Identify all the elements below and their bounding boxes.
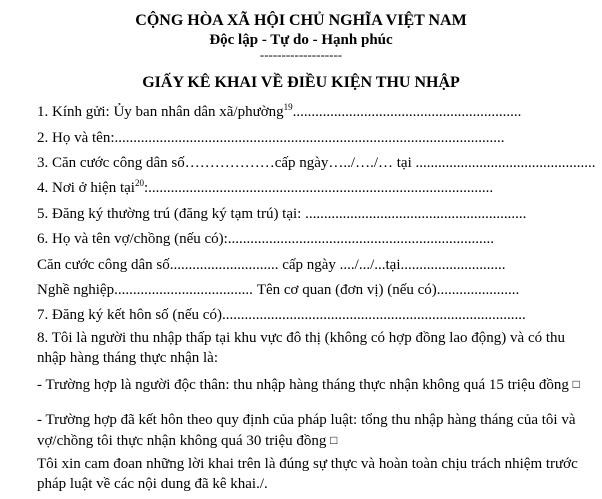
field-spouse-name: 6. Họ và tên vợ/chồng (nếu có):....................................................................... <box>37 231 495 247</box>
field-full-name-fill: ........................................................................................................ <box>114 130 505 146</box>
case-single <box>37 374 587 395</box>
field-recipient-fill: ............................................................. <box>292 104 522 120</box>
field-recipient-label: 1. Kính gửi: Ủy ban nhân dân xã/phường <box>37 104 284 120</box>
income-declaration: 8. Tôi là người thu nhập thấp tại khu vực đô thị (không có hợp đồng lao động) và có thu nhập hàng tháng thực nhận là: <box>37 330 566 366</box>
field-full-name <box>37 129 597 148</box>
national-motto: Độc lập - Tự do - Hạnh phúc <box>209 32 393 48</box>
field-spouse-occupation <box>37 281 597 300</box>
field-spouse-job-left: Nghề nghiệp..................................... <box>37 282 253 298</box>
case-married <box>37 410 587 451</box>
national-title: CỘNG HÒA XÃ HỘI CHỦ NGHĨA VIỆT NAM <box>135 12 467 29</box>
header-divider: ------------------- <box>259 47 343 62</box>
footnote-ref-19: 19 <box>283 103 293 112</box>
footnote-ref-20: 20 <box>134 179 144 188</box>
field-permanent-residence: 5. Đăng ký thường trú (đăng ký tạm trú) tại: ........................................................... <box>37 206 527 222</box>
field-spouse-citizen-id: Căn cước công dân số............................. cấp ngày ..../.../...tại............................ <box>37 257 506 273</box>
field-current-residence-fill: :............................................................................................ <box>143 180 494 196</box>
field-full-name-label: 2. Họ và tên: <box>37 130 115 146</box>
field-recipient <box>37 103 597 122</box>
field-spouse-employer: Tên cơ quan (đơn vị) (nếu có)...................... <box>256 282 520 298</box>
checkbox-single[interactable]: □ <box>572 377 580 391</box>
case-single-text: - Trường hợp là người độc thân: thu nhập hàng tháng thực nhận không quá 15 triệu đồng <box>37 377 569 393</box>
case-married-text: - Trường hợp đã kết hôn theo quy định của pháp luật: tổng thu nhập hàng tháng của tôi và vợ/chồng tôi thực nhận không quá 30 triệu đồng <box>37 412 576 449</box>
checkbox-married[interactable]: □ <box>330 433 338 447</box>
field-citizen-id: 3. Căn cước công dân số………………cấp ngày…../…./… tại ................................................ <box>37 155 596 171</box>
field-current-residence-label: 4. Nơi ở hiện tại <box>37 180 135 196</box>
form-title: GIẤY KÊ KHAI VỀ ĐIỀU KIỆN THU NHẬP <box>142 74 460 91</box>
field-current-residence <box>37 179 597 198</box>
field-marriage-registration: 7. Đăng ký kết hôn số (nếu có)................................................................................. <box>37 307 526 323</box>
commitment-statement: Tôi xin cam đoan những lời khai trên là đúng sự thực và hoàn toàn chịu trách nhiệm trước pháp luật về các nội dung đã kê khai./. <box>37 456 578 492</box>
